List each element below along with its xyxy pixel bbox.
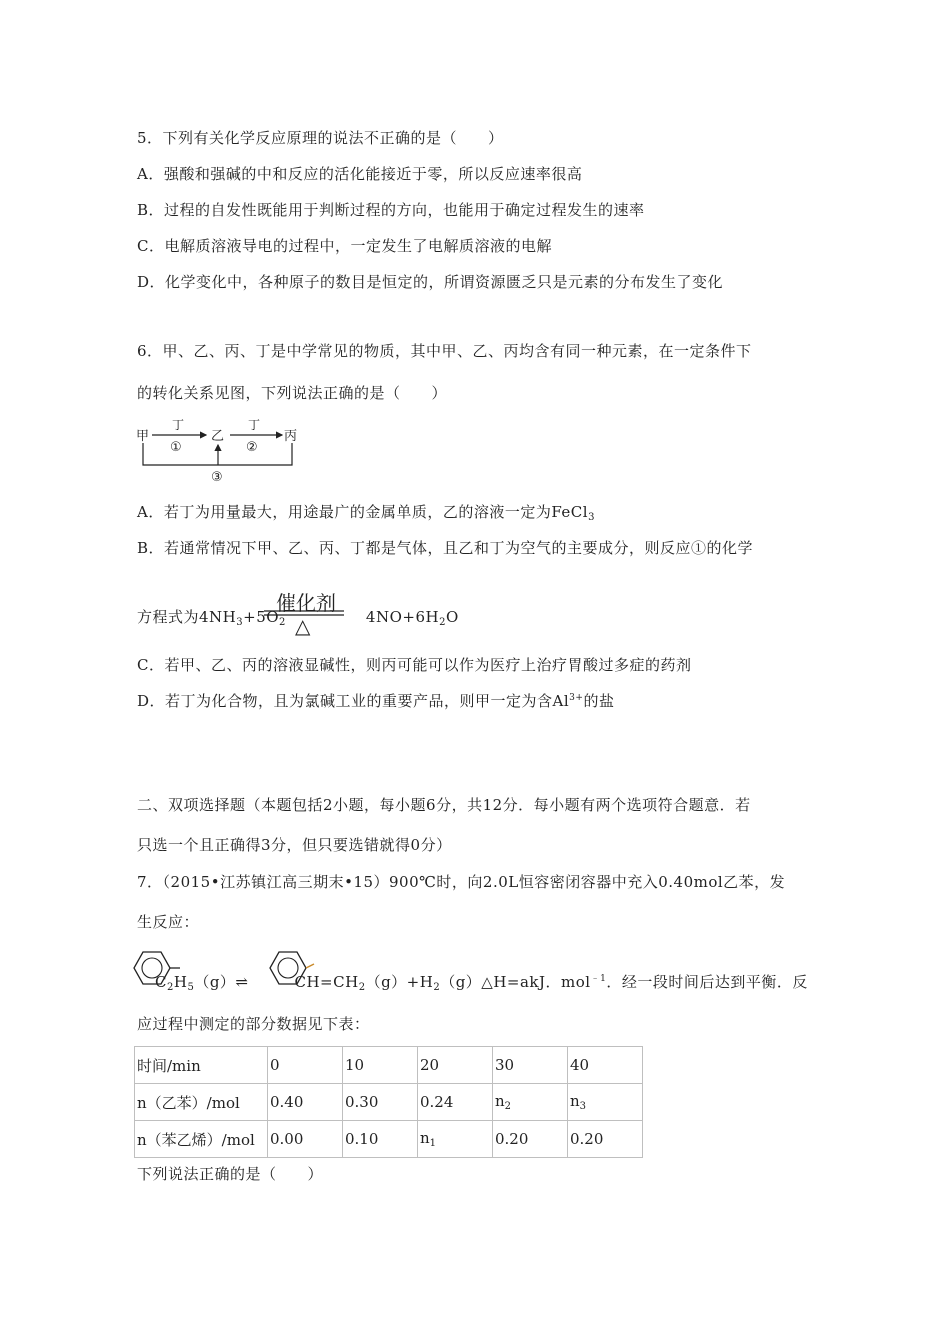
q6-option-b: B．若通常情况下甲、乙、丙、丁都是气体，且乙和丁为空气的主要成分，则反应①的化学	[137, 539, 754, 557]
table-cell: 时间/min	[135, 1047, 268, 1084]
table-row	[135, 1047, 643, 1084]
table-cell: $n_2$	[493, 1084, 568, 1121]
label-ding-1: 丁	[172, 418, 185, 432]
q6-option-d: D．若丁为化合物，且为氯碱工业的重要产品，则甲一定为含$Al^{3+}$的盐	[137, 692, 615, 710]
label-step-3: ③	[211, 470, 223, 485]
q7-reaction-equation: $C_2H_5(g)\rightleftharpoons$ $CH=CH_2(g)+H_2(g)\triangle H=akJ$．mol$^{﹣1}$．经一段时间后达到平衡．反	[155, 973, 808, 993]
table-cell: n（乙苯）/mol	[135, 1084, 268, 1121]
node-yi: 乙	[211, 429, 225, 444]
table-cell: 0.30	[343, 1084, 418, 1121]
q5-option-a: A．强酸和强碱的中和反应的活化能接近于零，所以反应速率很高	[137, 165, 583, 183]
q7-stem-line1: 7．（2015•江苏镇江高三期末•15）900℃时，向2.0L恒容密闭容器中充入0.40mol乙苯，发	[137, 873, 786, 891]
q6-stem-line1: 6．甲、乙、丙、丁是中学常见的物质，其中甲、乙、丙均含有同一种元素，在一定条件下	[137, 342, 752, 360]
table-cell: 0.10	[343, 1121, 418, 1158]
label-step-1: ①	[170, 440, 182, 455]
q5-stem: 5．下列有关化学反应原理的说法不正确的是（ ）	[137, 129, 504, 147]
q5-option-d: D．化学变化中，各种原子的数目是恒定的，所谓资源匮乏只是元素的分布发生了变化	[137, 273, 724, 291]
label-step-2: ②	[246, 440, 258, 455]
table-cell: 0	[268, 1047, 343, 1084]
catalyst-label: 催化剂	[276, 591, 336, 615]
q5-option-b: B．过程的自发性既能用于判断过程的方向，也能用于确定过程发生的速率	[137, 201, 645, 219]
q6-stem-line2: 的转化关系见图，下列说法正确的是（ ）	[137, 384, 448, 402]
table-cell: $n_1$	[418, 1121, 493, 1158]
table-cell: 0.40	[268, 1084, 343, 1121]
q6-option-b-equation: 方程式为$4NH_3+5O_2$ $4NO+6H_2O$	[137, 608, 459, 628]
node-jia: 甲	[136, 429, 150, 444]
table-cell: 0.24	[418, 1084, 493, 1121]
table-cell: 20	[418, 1047, 493, 1084]
table-cell: 0.00	[268, 1121, 343, 1158]
transformation-diagram	[134, 415, 304, 485]
table-cell: n（苯乙烯）/mol	[135, 1121, 268, 1158]
table-cell: 30	[493, 1047, 568, 1084]
table-cell: 10	[343, 1047, 418, 1084]
data-table	[134, 1046, 643, 1158]
label-ding-2: 丁	[248, 418, 261, 432]
table-row	[135, 1084, 643, 1121]
section2-header-line1: 二、双项选择题（本题包括2小题，每小题6分，共12分．每小题有两个选项符合题意．若	[137, 796, 751, 814]
q5-option-c: C．电解质溶液导电的过程中，一定发生了电解质溶液的电解	[137, 237, 552, 255]
table-cell: $n_3$	[568, 1084, 643, 1121]
table-row	[135, 1121, 643, 1158]
q7-stem-line4: 应过程中测定的部分数据见下表：	[137, 1015, 370, 1033]
section2-header-line2: 只选一个且正确得3分，但只要选错就得0分）	[137, 836, 452, 854]
node-bing: 丙	[284, 429, 298, 444]
q6-option-a: A．若丁为用量最大，用途最广的金属单质，乙的溶液一定为FeCl$_3$	[137, 503, 595, 523]
table-cell: 0.20	[568, 1121, 643, 1158]
table-cell: 40	[568, 1047, 643, 1084]
q6-option-c: C．若甲、乙、丙的溶液显碱性，则丙可能可以作为医疗上治疗胃酸过多症的药剂	[137, 656, 692, 674]
heat-symbol: △	[295, 614, 311, 638]
q7-question: 下列说法正确的是（ ）	[137, 1165, 324, 1183]
q7-stem-line2: 生反应：	[137, 913, 200, 931]
table-cell: 0.20	[493, 1121, 568, 1158]
